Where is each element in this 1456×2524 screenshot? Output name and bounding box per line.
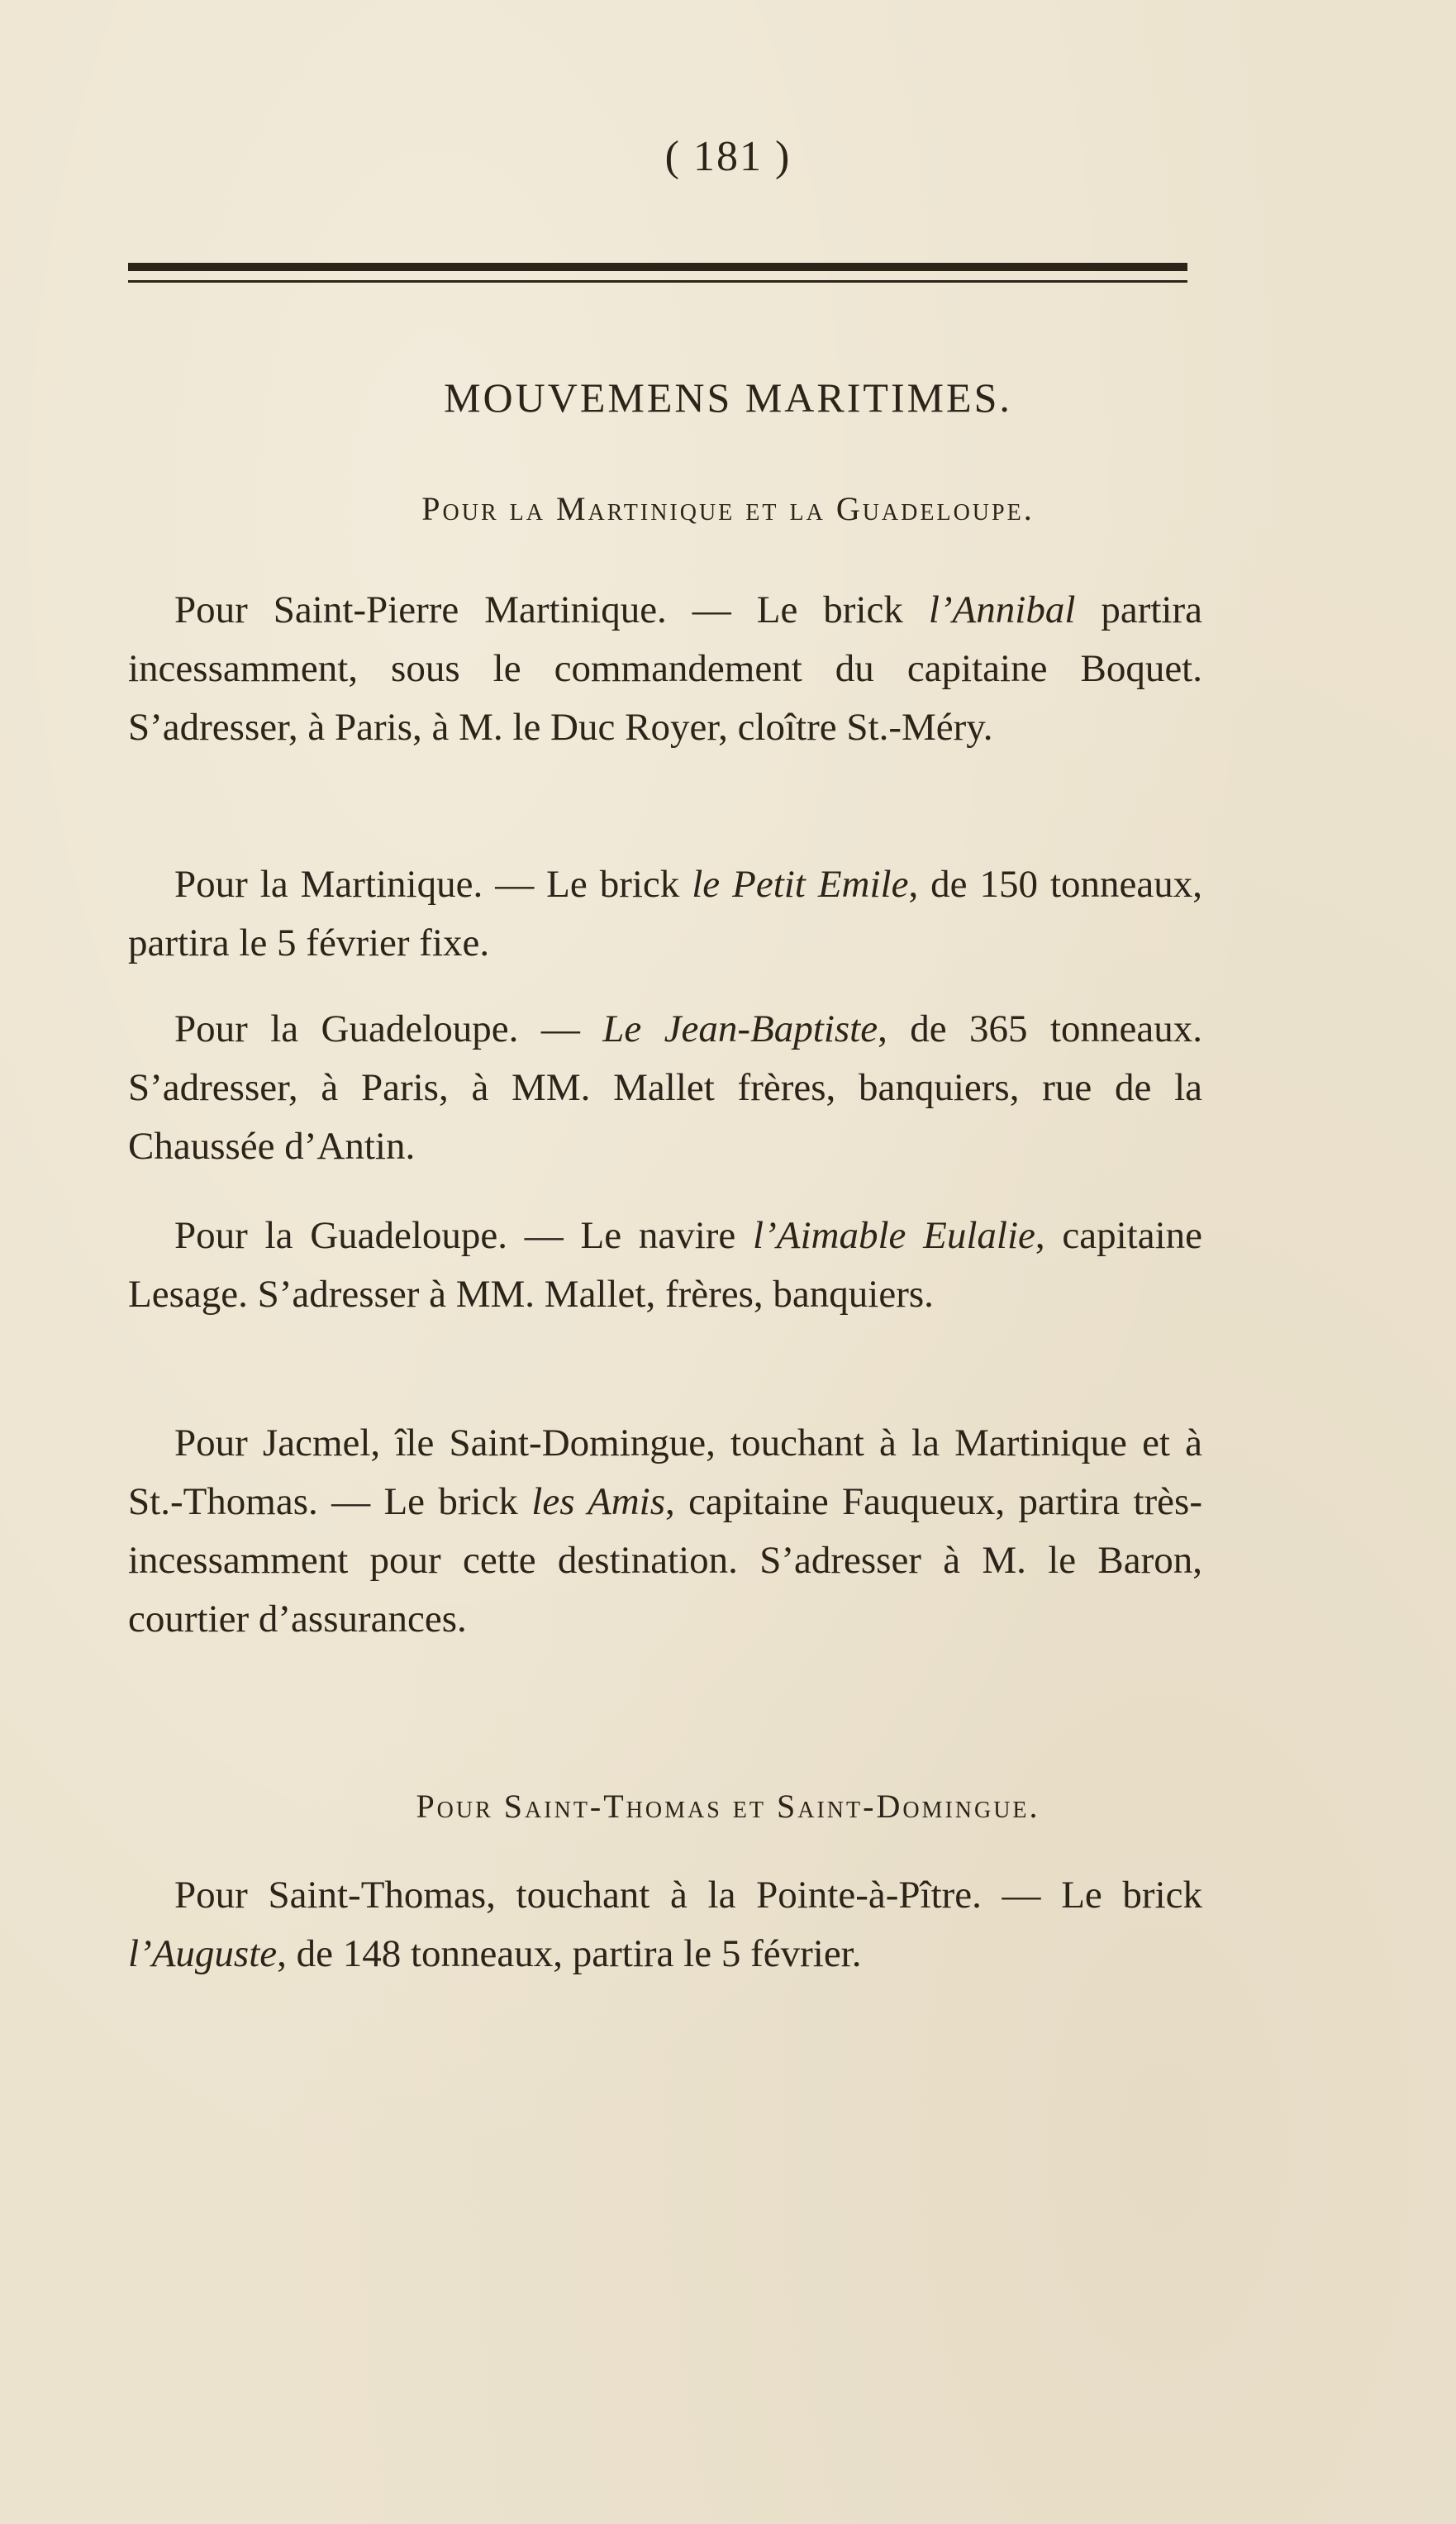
paragraph-text: Pour la Martinique. — Le brick [174, 863, 692, 906]
paragraph-guadeloupe-aimable-eulalie [128, 1207, 1202, 1324]
paragraph-martinique [128, 855, 1202, 973]
paragraph-guadeloupe-jean-baptiste [128, 1000, 1202, 1176]
header-rule-thin [128, 280, 1187, 283]
page-number: ( 181 ) [664, 133, 792, 180]
ship-name: l’Annibal [928, 588, 1076, 631]
paragraph-text: , capitaine Lesage. S’adresser à MM. Mallet, frères, banquiers. [128, 1214, 1203, 1316]
ship-name: l’Aimable Eulalie [753, 1214, 1035, 1257]
paragraph-text: Pour Saint-Pierre Martinique. — Le brick [174, 588, 929, 631]
ship-name: l’Auguste [128, 1932, 278, 1975]
paragraph-text: , de 365 tonneaux. S’adresser, à Paris, à MM. Mallet frères, banquiers, rue de la Chaussée d’Antin. [128, 1007, 1203, 1168]
ship-name: les Amis [531, 1480, 665, 1523]
paragraph-text: Pour la Guadeloupe. — [174, 1007, 603, 1050]
paragraph-text: , de 148 tonneaux, partira le 5 février. [277, 1932, 862, 1975]
subheading-saint-thomas-saint-domingue: Pour Saint-Thomas et Saint-Domingue. [416, 1788, 1040, 1825]
paragraph-saint-pierre [128, 581, 1202, 757]
paragraph-text: Pour Jacmel, île Saint-Domingue, touchant à la Martinique et à St.-Thomas. — Le brick [128, 1422, 1202, 1523]
ship-name: Le Jean-Baptiste [602, 1007, 878, 1050]
paragraph-saint-thomas [128, 1866, 1202, 1983]
paragraph-jacmel [128, 1414, 1202, 1649]
subheading-martinique-guadeloupe: Pour la Martinique et la Guadeloupe. [421, 490, 1035, 527]
header-rule-thick [128, 263, 1187, 271]
ship-name: le Petit Emile [692, 863, 909, 906]
paragraph-text: , capitaine Fauqueux, partira très-incessamment pour cette destination. S’adresser à M. le Baron, courtier d’assurances. [128, 1480, 1202, 1641]
paragraph-text: partira incessamment, sous le commandement du capitaine Boquet. S’adresser, à Paris, à M. le Duc Royer, cloître St.-Méry. [128, 588, 1203, 749]
section-title: MOUVEMENS MARITIMES. [444, 374, 1012, 421]
paragraph-text: , de 150 tonneaux, partira le 5 février fixe. [128, 863, 1203, 964]
paragraph-text: Pour Saint-Thomas, touchant à la Pointe-à-Pître. — Le brick [174, 1874, 1202, 1917]
paragraph-text: Pour la Guadeloupe. — Le navire [174, 1214, 754, 1257]
